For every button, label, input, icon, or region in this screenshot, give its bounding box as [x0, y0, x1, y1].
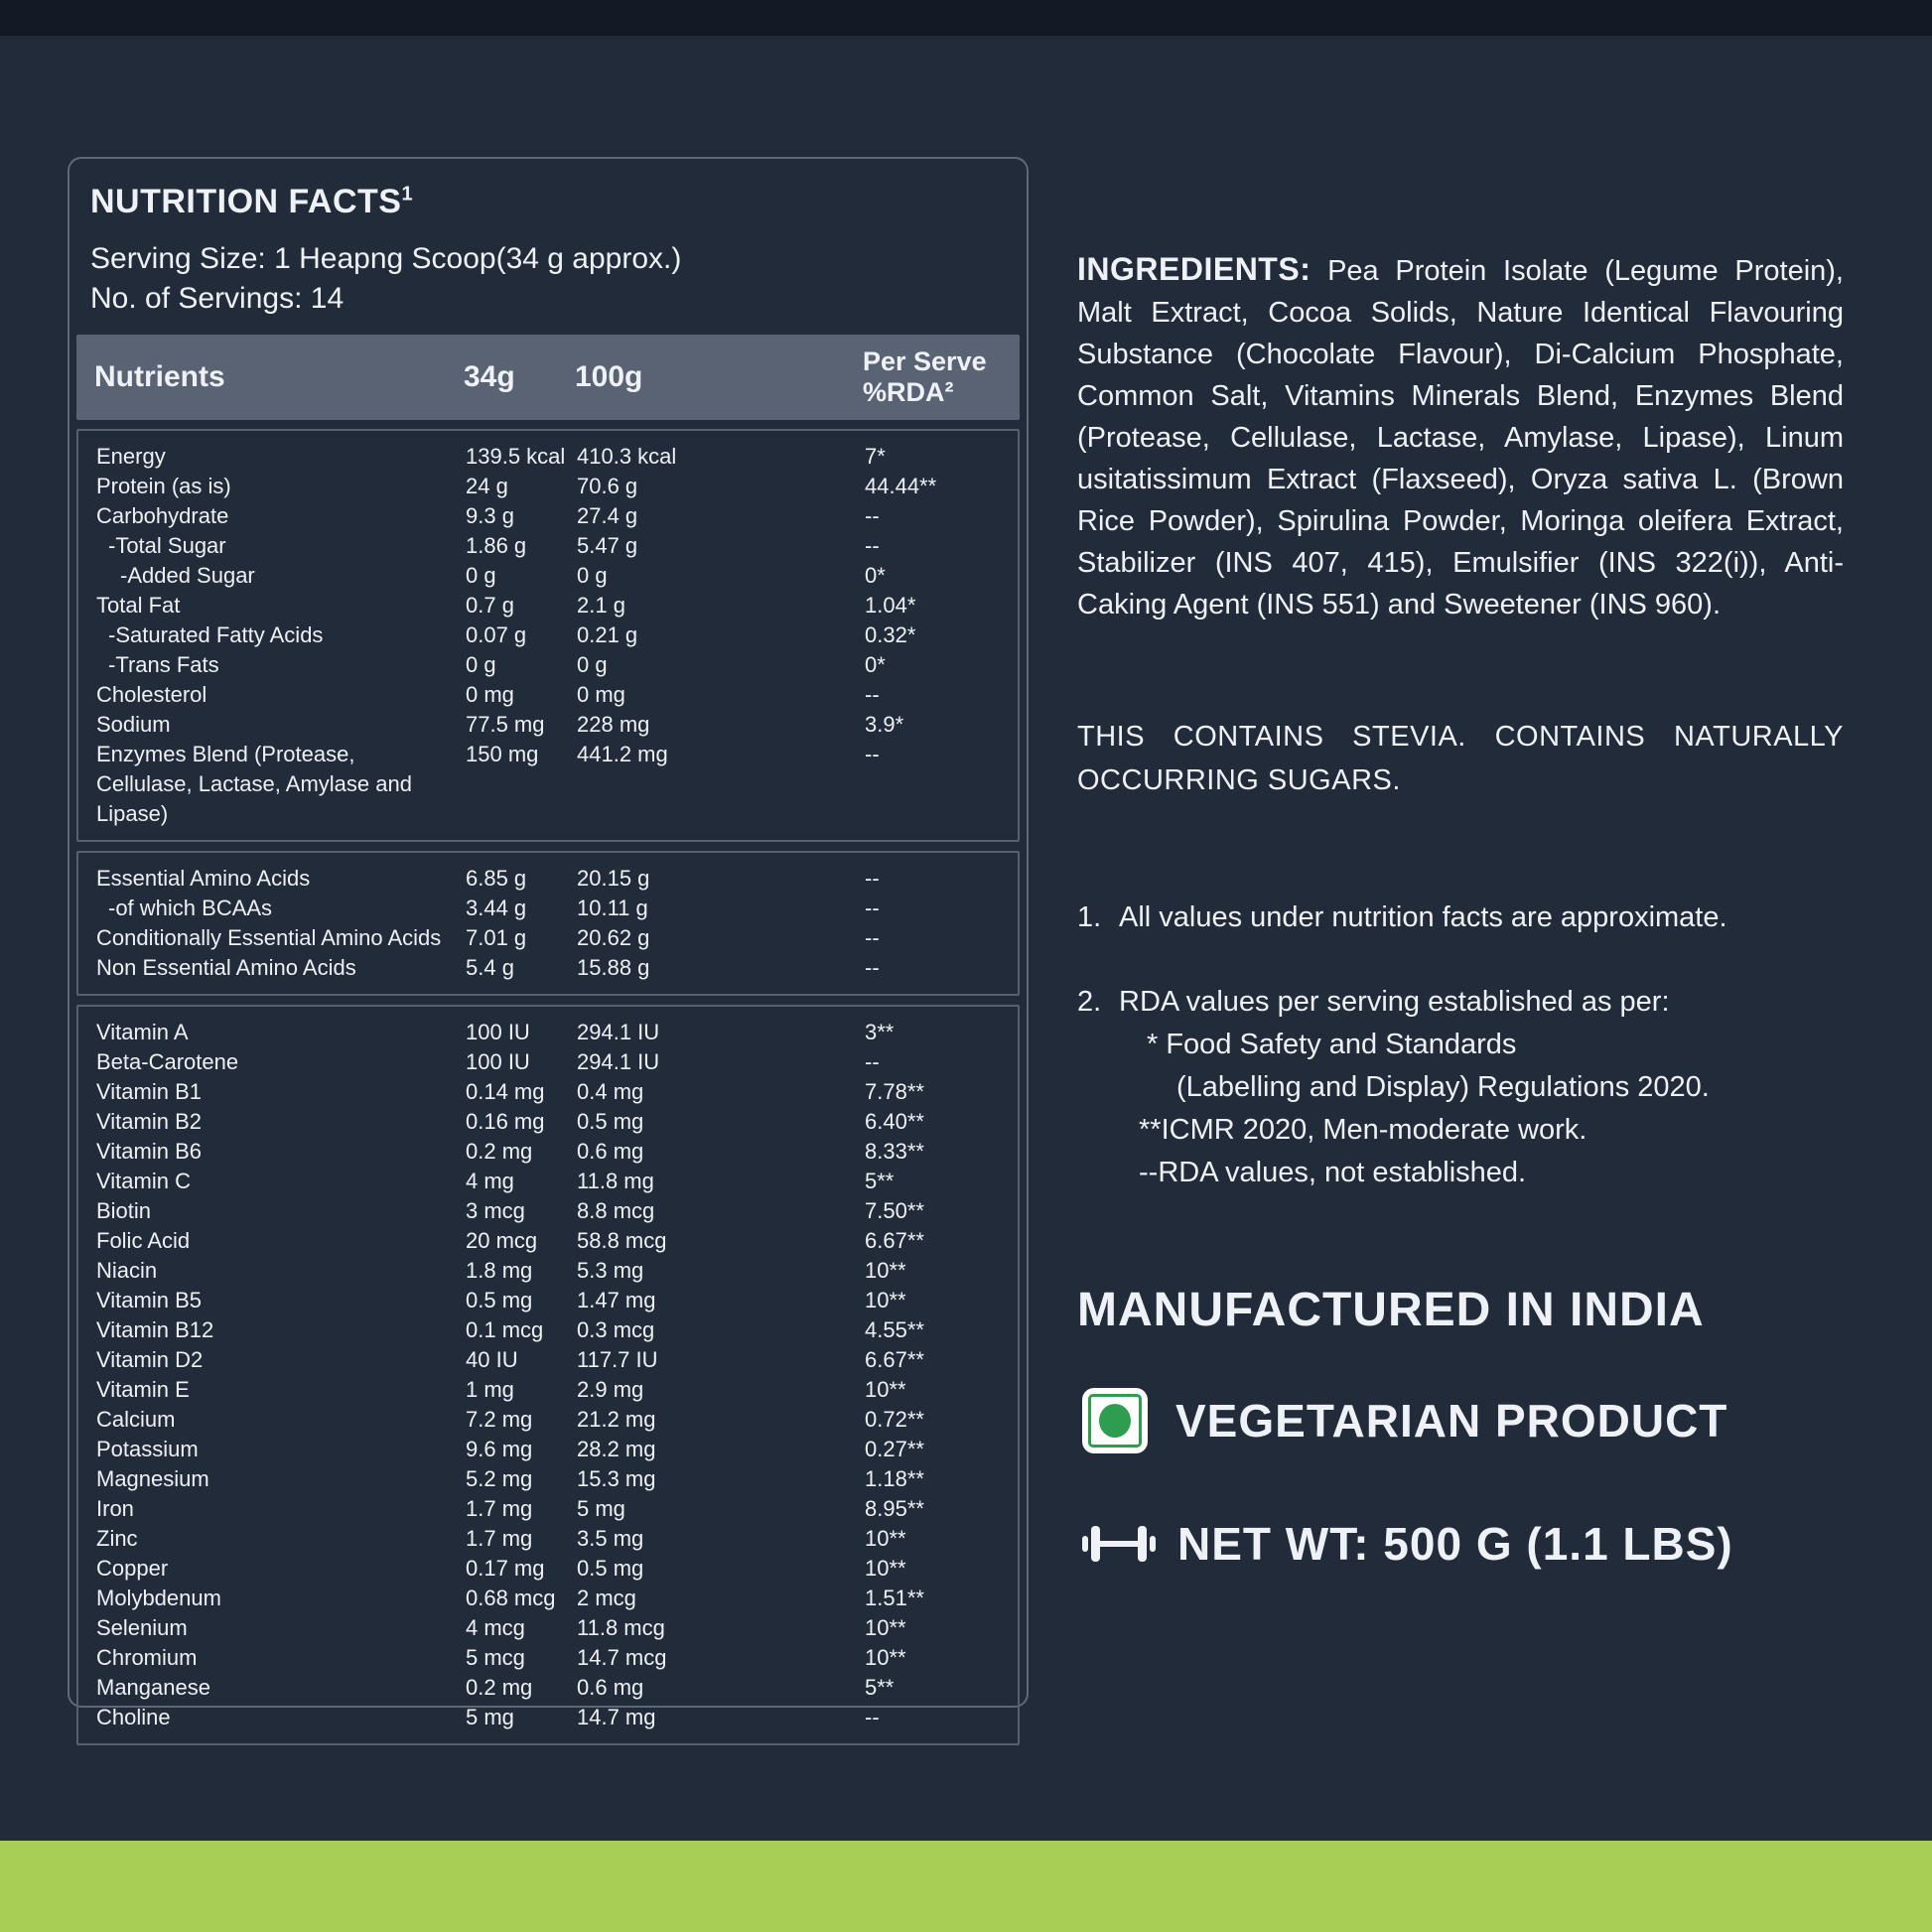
nutrient-name: Vitamin B2	[96, 1109, 202, 1134]
nutrient-row	[78, 740, 1018, 829]
nutrient-row	[78, 1167, 1018, 1196]
value-rda: 6.40**	[865, 1109, 924, 1134]
dumbbell-icon	[1082, 1521, 1156, 1567]
value-100g: 27.4 g	[577, 503, 638, 528]
value-34g: 0.2 mg	[466, 1139, 533, 1164]
value-34g: 24 g	[466, 474, 508, 498]
nutrient-name: Vitamin C	[96, 1169, 191, 1193]
nutrient-name: Vitamin B6	[96, 1139, 202, 1164]
value-rda: 5**	[865, 1169, 895, 1193]
value-100g: 15.88 g	[577, 955, 650, 980]
value-34g: 0.14 mg	[466, 1079, 545, 1104]
panel-title-footnote-marker: 1	[401, 183, 414, 206]
nutrient-name: Magnesium	[96, 1466, 209, 1491]
value-100g: 0 g	[577, 563, 608, 588]
value-100g: 28.2 mg	[577, 1437, 656, 1461]
value-100g: 294.1 IU	[577, 1049, 660, 1074]
value-100g: 2.1 g	[577, 593, 625, 618]
value-rda: 7*	[865, 444, 886, 469]
value-100g: 0.4 mg	[577, 1079, 644, 1104]
top-edge-strip	[0, 0, 1932, 36]
value-100g: 0.6 mg	[577, 1139, 644, 1164]
nutrient-name: Essential Amino Acids	[96, 866, 311, 891]
value-rda: 0.32*	[865, 622, 916, 647]
nutrient-row	[78, 1047, 1018, 1077]
value-100g: 70.6 g	[577, 474, 638, 498]
value-rda: 10**	[865, 1258, 906, 1283]
value-100g: 21.2 mg	[577, 1407, 656, 1432]
ingredients-text: Pea Protein Isolate (Legume Protein), Malt Extract, Cocoa Solids, Nature Identical Flavouring Substance (Chocolate Flavour), Di-Calcium Phosphate, Common Salt, Vitamins Minerals Blend, Enzymes Blend (Protease, Cellulase, Lactase, Amylase, Lipase), Linum usitatissimum Extract (Flaxseed), Oryza sativa L. (Brown Rice Powder), Spirulina Powder, Moringa oleifera Extract, Stabilizer (INS 407, 415), Emulsifier (INS 322(i)), Anti-Caking Agent (INS 551) and Sweetener (INS 960).	[1077, 255, 1844, 621]
nutrient-row	[78, 1077, 1018, 1107]
nutrient-row	[78, 864, 1018, 894]
value-rda: 10**	[865, 1377, 906, 1402]
footer-green-bar	[0, 1841, 1932, 1932]
nutrient-row	[78, 591, 1018, 621]
ingredients-paragraph	[1077, 248, 1844, 625]
value-100g: 441.2 mg	[577, 742, 668, 766]
panel-title-text: NUTRITION FACTS	[90, 183, 402, 220]
value-100g: 11.8 mcg	[577, 1615, 665, 1640]
nutrient-row	[78, 894, 1018, 923]
vegetarian-mark-dot	[1099, 1404, 1131, 1438]
value-rda: 10**	[865, 1288, 906, 1312]
value-34g: 0.68 mcg	[466, 1586, 556, 1610]
nutrient-row	[78, 923, 1018, 953]
net-weight-row	[1082, 1517, 1733, 1571]
nutrient-name: Vitamin D2	[96, 1347, 204, 1372]
net-weight-label: NET WT: 500 G (1.1 LBS)	[1177, 1518, 1733, 1570]
value-rda: 0.27**	[865, 1437, 924, 1461]
nutrient-name: Vitamin B12	[96, 1317, 214, 1342]
value-34g: 0.2 mg	[466, 1675, 533, 1700]
nutrient-name: Potassium	[96, 1437, 199, 1461]
value-34g: 0 g	[466, 563, 496, 588]
value-rda: 3.9*	[865, 712, 904, 737]
header-nutrients: Nutrients	[94, 360, 225, 393]
value-100g: 11.8 mg	[577, 1169, 654, 1193]
value-34g: 100 IU	[466, 1020, 530, 1044]
value-rda: 5**	[865, 1675, 895, 1700]
nutrient-name: -Total Sugar	[108, 533, 226, 558]
footnote-2-line-4: --RDA values, not established.	[1139, 1157, 1527, 1188]
value-34g: 4 mg	[466, 1169, 514, 1193]
nutrient-name: Manganese	[96, 1675, 210, 1700]
nutrient-row	[78, 1375, 1018, 1405]
value-rda: 1.04*	[865, 593, 916, 618]
value-34g: 9.3 g	[466, 503, 514, 528]
nutrient-row	[78, 1643, 1018, 1673]
value-rda: --	[865, 742, 880, 766]
value-100g: 3.5 mg	[577, 1526, 644, 1551]
nutrient-name: -of which BCAAs	[108, 896, 273, 920]
nutrients-section	[76, 1005, 1020, 1745]
value-34g: 139.5 kcal	[466, 444, 566, 469]
value-rda: 0*	[865, 563, 886, 588]
nutrient-row	[78, 1226, 1018, 1256]
nutrient-row	[78, 1584, 1018, 1613]
nutrient-name: -Added Sugar	[120, 563, 255, 588]
value-100g: 117.7 IU	[577, 1347, 658, 1372]
value-rda: --	[865, 896, 880, 920]
servings-count-line: No. of Servings: 14	[90, 282, 345, 315]
value-100g: 20.62 g	[577, 925, 650, 950]
header-34g: 34g	[464, 360, 515, 393]
value-100g: 10.11 g	[577, 896, 648, 920]
table-header-row	[76, 335, 1020, 420]
value-100g: 0 g	[577, 652, 608, 677]
nutrient-name: Total Fat	[96, 593, 181, 618]
value-rda: 10**	[865, 1526, 906, 1551]
value-34g: 5 mcg	[466, 1645, 525, 1670]
value-rda: 0*	[865, 652, 886, 677]
value-34g: 5 mg	[466, 1705, 514, 1729]
header-100g: 100g	[575, 360, 643, 393]
value-100g: 2.9 mg	[577, 1377, 644, 1402]
value-100g: 14.7 mg	[577, 1705, 656, 1729]
value-rda: 44.44**	[865, 474, 937, 498]
footnote-2-body	[1119, 981, 1710, 1194]
footnote-2	[1077, 981, 1871, 1194]
footnote-1-text: All values under nutrition facts are approximate.	[1119, 901, 1727, 933]
nutrient-name: Enzymes Blend (Protease, Cellulase, Lactase, Amylase and Lipase)	[96, 742, 412, 826]
value-rda: 4.55**	[865, 1317, 924, 1342]
nutrient-name: Folic Acid	[96, 1228, 191, 1253]
value-rda: --	[865, 1049, 880, 1074]
nutrient-row	[78, 1494, 1018, 1524]
nutrient-row	[78, 680, 1018, 710]
value-rda: 7.78**	[865, 1079, 924, 1104]
value-34g: 0.5 mg	[466, 1288, 533, 1312]
footnote-2-line-3: **ICMR 2020, Men-moderate work.	[1139, 1114, 1587, 1146]
nutrient-row	[78, 501, 1018, 531]
value-100g: 58.8 mcg	[577, 1228, 667, 1253]
vegetarian-mark-border	[1088, 1394, 1142, 1448]
vegetarian-mark-icon	[1082, 1388, 1148, 1453]
serving-size-line: Serving Size: 1 Heapng Scoop(34 g approx.)	[90, 242, 682, 275]
value-100g: 0.5 mg	[577, 1109, 644, 1134]
nutrient-name: Vitamin B1	[96, 1079, 202, 1104]
value-100g: 2 mcg	[577, 1586, 636, 1610]
value-rda: --	[865, 955, 880, 980]
value-rda: --	[865, 503, 880, 528]
nutrient-name: Molybdenum	[96, 1586, 221, 1610]
nutrient-row	[78, 1673, 1018, 1703]
value-100g: 1.47 mg	[577, 1288, 656, 1312]
nutrient-name: Sodium	[96, 712, 171, 737]
value-100g: 228 mg	[577, 712, 650, 737]
value-34g: 7.2 mg	[466, 1407, 533, 1432]
value-rda: --	[865, 925, 880, 950]
footnote-1-number: 1.	[1077, 901, 1102, 933]
nutrient-name: Conditionally Essential Amino Acids	[96, 925, 442, 950]
value-rda: --	[865, 533, 880, 558]
value-rda: --	[865, 866, 880, 891]
value-100g: 5.47 g	[577, 533, 638, 558]
nutrient-name: Vitamin E	[96, 1377, 190, 1402]
value-rda: 0.72**	[865, 1407, 924, 1432]
value-rda: 8.33**	[865, 1139, 924, 1164]
value-34g: 7.01 g	[466, 925, 527, 950]
value-34g: 1 mg	[466, 1377, 514, 1402]
stevia-note: THIS CONTAINS STEVIA. CONTAINS NATURALLY OCCURRING SUGARS.	[1077, 721, 1844, 796]
nutrient-row	[78, 710, 1018, 740]
value-100g: 5.3 mg	[577, 1258, 644, 1283]
footnote-2-number: 2.	[1077, 986, 1102, 1018]
nutrient-row	[78, 1464, 1018, 1494]
nutrient-row	[78, 1405, 1018, 1435]
value-100g: 8.8 mcg	[577, 1198, 655, 1223]
value-100g: 5 mg	[577, 1496, 625, 1521]
value-34g: 9.6 mg	[466, 1437, 533, 1461]
value-100g: 410.3 kcal	[577, 444, 677, 469]
value-34g: 150 mg	[466, 742, 539, 766]
value-34g: 0.7 g	[466, 593, 514, 618]
nutrient-row	[78, 1137, 1018, 1167]
value-100g: 0.5 mg	[577, 1556, 644, 1581]
nutrient-name: Vitamin A	[96, 1020, 189, 1044]
value-100g: 20.15 g	[577, 866, 650, 891]
value-rda: 7.50**	[865, 1198, 924, 1223]
nutrient-name: Protein (as is)	[96, 474, 231, 498]
panel-title-block	[76, 159, 1020, 335]
value-rda: 10**	[865, 1615, 906, 1640]
nutrient-row	[78, 1613, 1018, 1643]
nutrient-name: Biotin	[96, 1198, 152, 1223]
nutrient-row	[78, 1524, 1018, 1554]
value-34g: 0.16 mg	[466, 1109, 545, 1134]
nutrients-section	[76, 851, 1020, 996]
panel-title	[90, 183, 1008, 221]
nutrient-row	[78, 442, 1018, 472]
nutrient-name: Beta-Carotene	[96, 1049, 239, 1074]
value-34g: 0.07 g	[466, 622, 527, 647]
nutrient-row	[78, 1286, 1018, 1315]
nutrient-name: Iron	[96, 1496, 134, 1521]
nutrient-name: Carbohydrate	[96, 503, 229, 528]
value-34g: 0 g	[466, 652, 496, 677]
value-rda: 6.67**	[865, 1347, 924, 1372]
nutrient-row	[78, 1196, 1018, 1226]
nutrient-row	[78, 1018, 1018, 1047]
nutrient-name: Copper	[96, 1556, 169, 1581]
nutrient-name: Non Essential Amino Acids	[96, 955, 356, 980]
nutrient-row	[78, 650, 1018, 680]
value-100g: 15.3 mg	[577, 1466, 656, 1491]
value-rda: 8.95**	[865, 1496, 924, 1521]
value-34g: 3.44 g	[466, 896, 527, 920]
header-per-serve-rda: Per Serve %RDA²	[863, 346, 987, 407]
value-34g: 1.8 mg	[466, 1258, 533, 1283]
ingredients-heading: INGREDIENTS:	[1077, 251, 1311, 287]
manufactured-in-india-heading: MANUFACTURED IN INDIA	[1077, 1284, 1705, 1336]
nutrient-name: Zinc	[96, 1526, 138, 1551]
nutrient-name: Calcium	[96, 1407, 176, 1432]
value-rda: 1.51**	[865, 1586, 924, 1610]
nutrient-name: Cholesterol	[96, 682, 207, 707]
value-34g: 1.7 mg	[466, 1496, 533, 1521]
value-100g: 0.6 mg	[577, 1675, 644, 1700]
value-34g: 3 mcg	[466, 1198, 525, 1223]
value-34g: 0.1 mcg	[466, 1317, 544, 1342]
nutrient-name: Choline	[96, 1705, 171, 1729]
value-34g: 20 mcg	[466, 1228, 538, 1253]
nutrient-name: Niacin	[96, 1258, 158, 1283]
nutrients-section	[76, 429, 1020, 842]
nutrient-name: Chromium	[96, 1645, 198, 1670]
nutrients-sections	[76, 429, 1020, 1745]
value-34g: 0.17 mg	[466, 1556, 545, 1581]
value-34g: 4 mcg	[466, 1615, 525, 1640]
value-34g: 5.4 g	[466, 955, 514, 980]
nutrition-facts-panel	[68, 157, 1029, 1729]
value-rda: 10**	[865, 1556, 906, 1581]
value-34g: 1.86 g	[466, 533, 527, 558]
nutrient-row	[78, 953, 1018, 983]
footnote-2-line-2: (Labelling and Display) Regulations 2020.	[1176, 1071, 1710, 1103]
nutrient-name: Selenium	[96, 1615, 188, 1640]
value-100g: 0.21 g	[577, 622, 638, 647]
value-100g: 14.7 mcg	[577, 1645, 667, 1670]
nutrient-row	[78, 1256, 1018, 1286]
footnote-2-line-1: * Food Safety and Standards	[1147, 1029, 1517, 1060]
nutrient-row	[78, 561, 1018, 591]
nutrient-name: Energy	[96, 444, 166, 469]
value-100g: 0 mg	[577, 682, 625, 707]
value-34g: 0 mg	[466, 682, 514, 707]
nutrient-row	[78, 531, 1018, 561]
value-rda: 10**	[865, 1645, 906, 1670]
nutrient-name: -Saturated Fatty Acids	[108, 622, 324, 647]
nutrient-name: -Trans Fats	[108, 652, 219, 677]
nutrient-row	[78, 1554, 1018, 1584]
value-rda: 1.18**	[865, 1466, 924, 1491]
value-rda: --	[865, 682, 880, 707]
value-34g: 1.7 mg	[466, 1526, 533, 1551]
nutrient-row	[78, 1107, 1018, 1137]
nutrient-row	[78, 1435, 1018, 1464]
value-rda: 6.67**	[865, 1228, 924, 1253]
nutrient-row	[78, 1703, 1018, 1732]
value-34g: 40 IU	[466, 1347, 518, 1372]
value-34g: 6.85 g	[466, 866, 527, 891]
nutrient-row	[78, 1315, 1018, 1345]
value-rda: --	[865, 1705, 880, 1729]
vegetarian-product-label: VEGETARIAN PRODUCT	[1175, 1395, 1728, 1447]
value-34g: 100 IU	[466, 1049, 530, 1074]
nutrient-row	[78, 472, 1018, 501]
footnote-2-text: RDA values per serving established as per:	[1119, 986, 1670, 1018]
value-34g: 77.5 mg	[466, 712, 545, 737]
value-34g: 5.2 mg	[466, 1466, 533, 1491]
nutrient-row	[78, 621, 1018, 650]
value-100g: 0.3 mcg	[577, 1317, 655, 1342]
vegetarian-row	[1082, 1388, 1727, 1453]
value-rda: 3**	[865, 1020, 895, 1044]
value-100g: 294.1 IU	[577, 1020, 660, 1044]
nutrient-row	[78, 1345, 1018, 1375]
nutrient-name: Vitamin B5	[96, 1288, 202, 1312]
footnote-1	[1077, 897, 1871, 939]
